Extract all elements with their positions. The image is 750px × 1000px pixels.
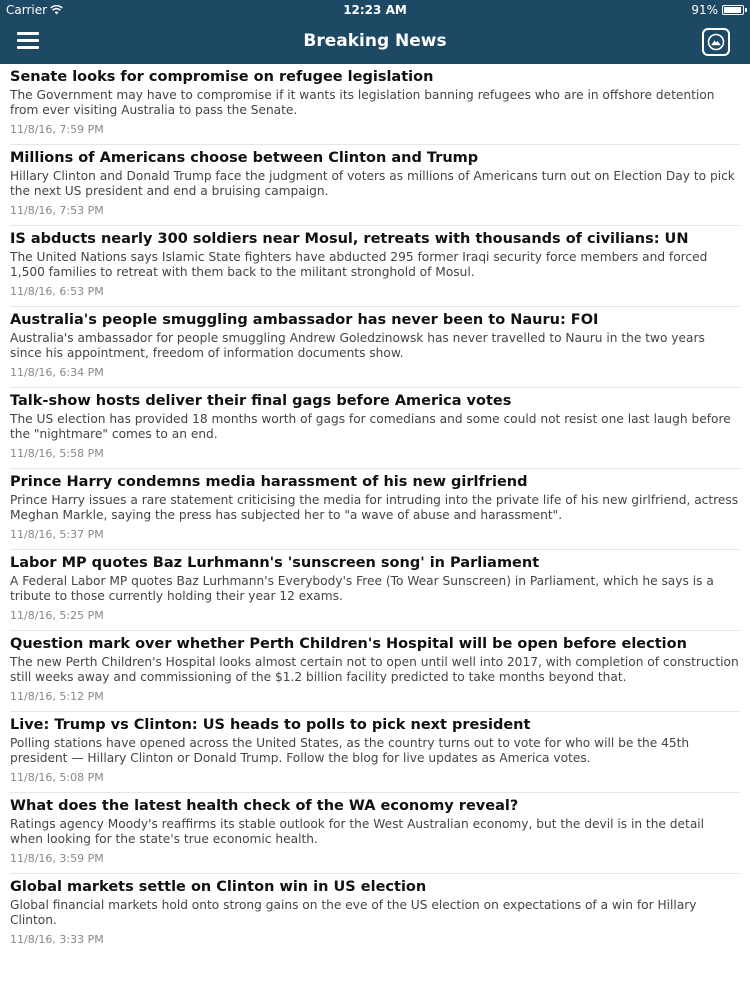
news-timestamp: 11/8/16, 6:53 PM <box>10 285 104 298</box>
news-timestamp: 11/8/16, 5:08 PM <box>10 771 104 784</box>
news-item[interactable] <box>10 145 740 226</box>
news-summary: Polling stations have opened across the United States, as the country turns out to vote for who will be the 45th president — Hillary Clinton or Donald Trump. Follow the blog for live updates as America votes. <box>10 736 690 765</box>
status-time: 12:23 AM <box>343 3 407 17</box>
news-item[interactable] <box>10 874 740 955</box>
news-item[interactable] <box>10 307 740 388</box>
news-item[interactable] <box>10 550 740 631</box>
news-headline: Global markets settle on Clinton win in US election <box>10 879 427 895</box>
battery-icon <box>722 5 744 15</box>
news-headline: Australia's people smuggling ambassador has never been to Nauru: FOI <box>10 312 599 328</box>
news-headline: Senate looks for compromise on refugee legislation <box>10 69 434 85</box>
news-headline: Millions of Americans choose between Clinton and Trump <box>10 150 479 166</box>
news-summary: The United Nations says Islamic State fighters have abducted 295 former Iraqi security force members and forced 1,500 families to retreat with them back to the militant stronghold of Mosul. <box>10 250 708 279</box>
battery-info <box>691 3 744 17</box>
news-timestamp: 11/8/16, 5:12 PM <box>10 690 104 703</box>
news-timestamp: 11/8/16, 3:59 PM <box>10 852 104 865</box>
status-bar <box>0 0 750 22</box>
news-item[interactable] <box>10 469 740 550</box>
news-item[interactable] <box>10 226 740 307</box>
news-headline: What does the latest health check of the WA economy reveal? <box>10 798 519 814</box>
news-item[interactable] <box>10 631 740 712</box>
news-item[interactable] <box>10 388 740 469</box>
news-timestamp: 11/8/16, 7:59 PM <box>10 123 104 136</box>
news-item[interactable] <box>10 793 740 874</box>
carrier-label: Carrier <box>6 3 48 17</box>
news-summary: Ratings agency Moody's reaffirms its stable outlook for the West Australian economy, but the devil is in the detail when looking for the state's true economic health. <box>10 817 705 846</box>
news-headline: Live: Trump vs Clinton: US heads to polls to pick next president <box>10 717 531 733</box>
news-timestamp: 11/8/16, 5:58 PM <box>10 447 104 460</box>
top-bar <box>0 0 750 64</box>
news-headline: Question mark over whether Perth Children's Hospital will be open before election <box>10 636 687 652</box>
page-title: Breaking News <box>303 31 447 51</box>
news-summary: A Federal Labor MP quotes Baz Lurhmann's Everybody's Free (To Wear Sunscreen) in Parliament, which he says is a tribute to those currently holding their year 12 exams. <box>10 574 714 603</box>
news-list <box>0 64 750 955</box>
news-summary: The new Perth Children's Hospital looks almost certain not to open until well into 2017, with completion of construction still weeks away and commissioning of the $1.2 billion facility predicted to take months beyond that. <box>10 655 739 684</box>
mountain-badge-icon[interactable] <box>702 28 730 56</box>
news-item[interactable] <box>10 712 740 793</box>
news-timestamp: 11/8/16, 6:34 PM <box>10 366 104 379</box>
news-summary: The Government may have to compromise if it wants its legislation banning refugees who are in offshore detention from ever visiting Australia to pass the Senate. <box>10 88 715 117</box>
news-headline: Talk-show hosts deliver their final gags before America votes <box>10 393 512 409</box>
news-summary: Prince Harry issues a rare statement criticising the media for intruding into the private life of his new girlfriend, actress Meghan Markle, saying the press has subjected her to "a wave of abuse and harassment". <box>10 493 739 522</box>
battery-percent: 91% <box>691 3 718 17</box>
news-timestamp: 11/8/16, 5:25 PM <box>10 609 104 622</box>
news-headline: IS abducts nearly 300 soldiers near Mosul, retreats with thousands of civilians: UN <box>10 231 689 247</box>
news-headline: Prince Harry condemns media harassment of his new girlfriend <box>10 474 528 490</box>
navigation-bar <box>0 22 750 64</box>
hamburger-menu-icon[interactable] <box>17 32 39 50</box>
news-summary: Hillary Clinton and Donald Trump face the judgment of voters as millions of Americans turn out on Election Day to pick the next US president and end a bruising campaign. <box>10 169 735 198</box>
news-summary: Australia's ambassador for people smuggling Andrew Goledzinowsk has never travelled to Nauru in the two years since his appointment, freedom of information documents show. <box>10 331 705 360</box>
news-timestamp: 11/8/16, 7:53 PM <box>10 204 104 217</box>
news-timestamp: 11/8/16, 5:37 PM <box>10 528 104 541</box>
news-item[interactable] <box>10 64 740 145</box>
news-timestamp: 11/8/16, 3:33 PM <box>10 933 104 946</box>
news-summary: Global financial markets hold onto strong gains on the eve of the US election on expectations of a win for Hillary Clinton. <box>10 898 697 927</box>
news-summary: The US election has provided 18 months worth of gags for comedians and some could not resist one last laugh before the "nightmare" comes to an end. <box>10 412 731 441</box>
news-headline: Labor MP quotes Baz Lurhmann's 'sunscreen song' in Parliament <box>10 555 540 571</box>
